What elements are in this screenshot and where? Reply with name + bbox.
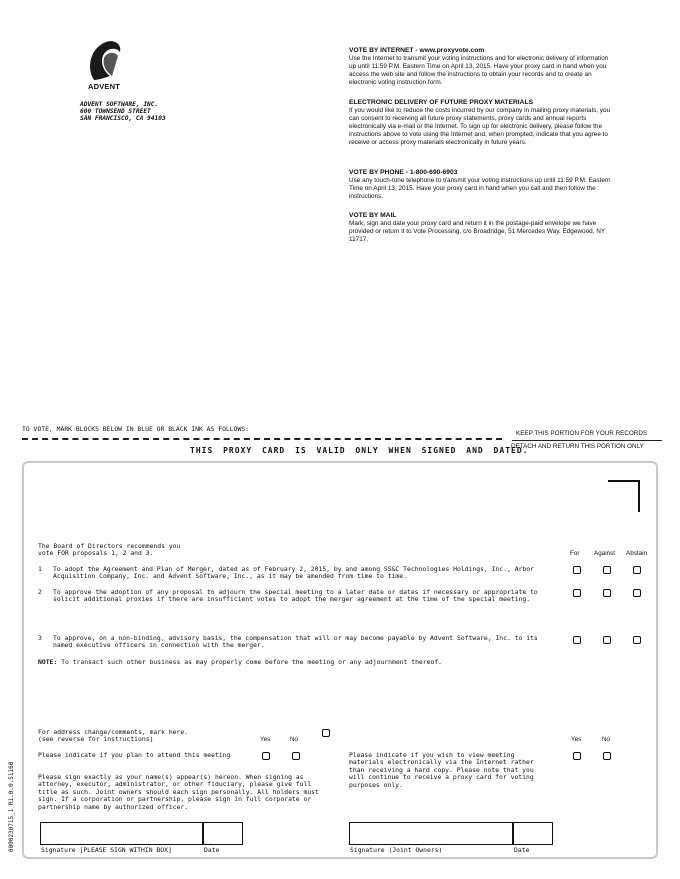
proposal-1-abstain-checkbox[interactable] — [633, 566, 641, 574]
proposal-1-text: To adopt the Agreement and Plan of Merger, dated as of February 2, 2015, by and among SS&C Technologies Holdings, Inc., Arbor Acquisition Company, Inc. and Advent Software, Inc., as it may be amended from time to time. — [53, 565, 534, 581]
proposal-2-text: To approve the adoption of any proposal to adjourn the special meeting to a later date or dates if necessary or appropriate to solicit additional proxies if there are insufficient votes to adopt the merger agreement at the time of the special meeting. — [53, 588, 538, 604]
board-recommendation — [38, 543, 180, 558]
instructions-line: TO VOTE, MARK BLOCKS BELOW IN BLUE OR BLACK INK AS FOLLOWS: — [22, 425, 250, 433]
electronic-no-checkbox[interactable] — [603, 752, 611, 760]
joint-date-label: Date — [514, 846, 530, 854]
detach-dashed-line — [22, 438, 502, 440]
proposal-1-number: 1 — [38, 565, 42, 573]
proposal-2-for-checkbox[interactable] — [573, 589, 581, 597]
proposal-3-for-checkbox[interactable] — [573, 636, 581, 644]
detach-portion-label: DETACH AND RETURN THIS PORTION ONLY — [511, 443, 644, 450]
attend-meeting-text: Please indicate if you plan to attend this meeting — [38, 751, 231, 759]
vote-internet-body: Use the Internet to transmit your voting instructions and for electronic delivery of information up until 11:59 P.M. Eastern Time on April 13, 2015. Have your proxy card in hand when you access the web site and follow the instructions to obtain your records and to create an electronic voting instruction form. — [349, 55, 609, 87]
electronic-view-text: Please indicate if you wish to view meeting materials electronically via the Internet rather than receiving a hard copy. Please note that you will continue to receive a proxy card for voting purposes only. — [349, 751, 534, 789]
vote-phone-body: Use any touch-tone telephone to transmit your voting instructions up until 11:59 P.M. Eastern Time on April 13, 2015. Have your proxy card in hand when you call and then follow the instructions. — [349, 177, 611, 201]
advent-logo — [80, 38, 140, 87]
board-line-2: vote FOR proposals 1, 2 and 3. — [38, 549, 154, 558]
vote-phone-title: VOTE BY PHONE - 1-800-690-6903 — [349, 169, 458, 176]
vote-mail-title: VOTE BY MAIL — [349, 212, 397, 219]
date-label: Date — [204, 846, 220, 854]
column-for: For — [570, 550, 580, 557]
address-change — [38, 729, 188, 744]
advent-logo-mark — [80, 38, 126, 82]
keep-portion-label: KEEP THIS PORTION FOR YOUR RECORDS — [516, 430, 648, 437]
note-label: NOTE: — [38, 658, 58, 666]
proposal-2-number: 2 — [38, 588, 42, 596]
address-change-line-1: For address change/comments, mark here. — [38, 728, 189, 736]
company-name: ADVENT SOFTWARE, INC. — [80, 101, 159, 108]
attend-no-checkbox[interactable] — [292, 752, 300, 760]
proposal-1-for-checkbox[interactable] — [573, 566, 581, 574]
vote-internet-section — [349, 47, 615, 87]
keep-divider — [512, 440, 662, 441]
logo-text: ADVENT — [88, 82, 121, 91]
note-line — [38, 659, 442, 666]
company-street: 600 TOWNSEND STREET — [80, 108, 151, 116]
proposal-3-abstain-checkbox[interactable] — [633, 636, 641, 644]
electronic-yes-checkbox[interactable] — [573, 752, 581, 760]
signature-label: Signature [PLEASE SIGN WITHIN BOX] — [41, 846, 172, 854]
proposal-1-against-checkbox[interactable] — [603, 566, 611, 574]
proposal-3-number: 3 — [38, 634, 42, 642]
attend-yes-label: Yes — [260, 736, 271, 743]
company-city: SAN FRANCISCO, CA 94103 — [80, 115, 166, 123]
proposal-3-text: To approve, on a non-binding, advisory basis, the compensation that will or may become payable by Advent Software, Inc. to its named executive officers in connection with the merger. — [53, 634, 538, 650]
proposal-3-against-checkbox[interactable] — [603, 636, 611, 644]
edelivery-section — [349, 99, 615, 148]
signature-box[interactable] — [40, 822, 203, 845]
proposal-2-against-checkbox[interactable] — [603, 589, 611, 597]
side-code: 0000230715_1 R1.0.0.51160 — [8, 761, 15, 852]
column-abstain: Abstain — [626, 550, 648, 557]
electronic-no-label: No — [602, 736, 611, 743]
note-text: To transact such other business as may properly come before the meeting or any adjournment thereof. — [61, 658, 443, 666]
corner-mark — [608, 480, 640, 512]
vote-phone-section — [349, 169, 615, 201]
date-box[interactable] — [203, 822, 243, 845]
column-against: Against — [594, 550, 616, 557]
joint-date-box[interactable] — [513, 822, 553, 845]
vote-mail-section — [349, 212, 615, 244]
edelivery-body: If you would like to reduce the costs incurred by our company in mailing proxy materials, you can consent to receiving all future proxy statements, proxy cards and annual reports electronically via e-mail or the Internet. To sign up for electronic delivery, please follow the instructions above to vote using the Internet and, when prompted, indicate that you agree to receive or access proxy materials electronically in future years. — [349, 107, 611, 147]
vote-mail-body: Mark, sign and date your proxy card and return it in the postage-paid envelope we have provided or return it to Vote Processing, c/o Broadridge, 51 Mercedes Way, Edgewood, NY 11717. — [349, 220, 605, 244]
valid-notice: THIS PROXY CARD IS VALID ONLY WHEN SIGNED AND DATED. — [190, 446, 529, 455]
sign-instructions: Please sign exactly as your name(s) appear(s) hereon. When signing as attorney, executor, administrator, or other fiduciary, please give full title as such. Joint owners should each sign personally. All holders must sign. If a corporation or partnership, please sign in full corporate or partnership name by authorized officer. — [38, 773, 319, 811]
edelivery-title: ELECTRONIC DELIVERY OF FUTURE PROXY MATERIALS — [349, 99, 534, 106]
company-address — [80, 101, 166, 123]
proposal-2-abstain-checkbox[interactable] — [633, 589, 641, 597]
address-change-checkbox[interactable] — [322, 729, 330, 737]
board-line-1: The Board of Directors recommends you — [38, 542, 181, 550]
electronic-yes-label: Yes — [571, 736, 582, 743]
attend-yes-checkbox[interactable] — [262, 752, 270, 760]
attend-no-label: No — [290, 736, 299, 743]
joint-signature-box[interactable] — [349, 822, 513, 845]
vote-internet-title: VOTE BY INTERNET - www.proxyvote.com — [349, 47, 485, 54]
address-change-line-2: (see reverse for instructions) — [38, 735, 154, 744]
joint-signature-label: Signature (Joint Owners) — [350, 846, 443, 854]
